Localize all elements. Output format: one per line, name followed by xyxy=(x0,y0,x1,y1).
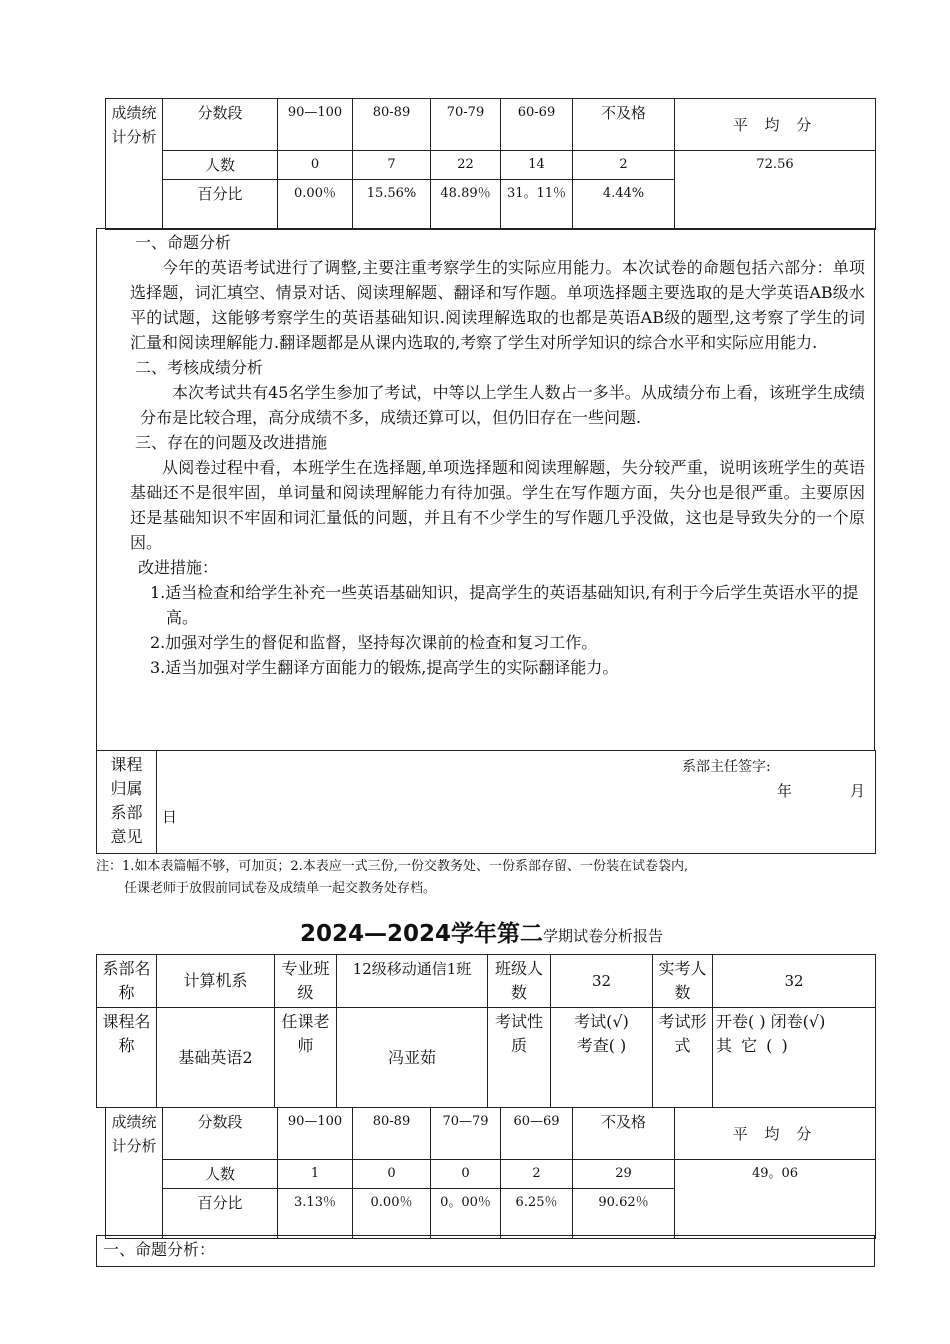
count-cell: 2 xyxy=(501,1160,573,1189)
header-score-range: 分数段 xyxy=(163,1108,278,1160)
paragraph: 从阅卷过程中看，本班学生在选择题,单项选择题和阅读理解题，失分较严重，说明该班学生的英语基础还不是很牢固，单词量和阅读理解能力有待加强。学生在写作题方面，失分也是很严重。主要原因还是基础知识不牢固和词汇量低的问题，并且有不少学生的写作题几乎没做，这也是导致失分的一个原因。 xyxy=(130,458,865,552)
title-sub: 学期试卷分析报告 xyxy=(543,927,664,945)
count-cell: 0 xyxy=(353,1160,431,1189)
pct-cell: 31。11％ xyxy=(501,180,573,230)
pct-cell: 0.00％ xyxy=(278,180,353,230)
dept-value: 计算机系 xyxy=(157,955,275,1008)
measure-item: 2.加强对学生的督促和监督，坚持每次课前的检查和复习工作。 xyxy=(150,633,598,652)
avg-value: 49。06 xyxy=(675,1160,876,1239)
count-cell: 22 xyxy=(431,151,501,180)
pct-cell: 0.00％ xyxy=(353,1189,431,1239)
teacher-value: 冯亚茹 xyxy=(337,1008,488,1108)
dept-label: 系部名称 xyxy=(97,955,157,1008)
pct-cell: 48.89％ xyxy=(431,180,501,230)
count-cell: 2 xyxy=(573,151,675,180)
section-heading: 二、考核成绩分析 xyxy=(135,358,264,377)
title-main: 2024—2024学年第二 xyxy=(300,921,544,947)
avg-value: 72.56 xyxy=(675,151,876,230)
note-line: 任课老师于放假前同试卷及成绩单一起交教务处存档。 xyxy=(124,881,437,896)
paragraph: 本次考试共有45名学生参加了考试，中等以上学生人数占一多半。从成绩分布上看，该班学生成绩分布是比较合理，高分成绩不多，成绩还算可以，但仍旧存在一些问题. xyxy=(140,383,865,427)
header-60-69: 60—69 xyxy=(501,1108,573,1160)
class-count-value: 32 xyxy=(551,955,653,1008)
pct-cell: 15.56% xyxy=(353,180,431,230)
teacher-label: 任课老师 xyxy=(275,1008,337,1108)
count-cell: 29 xyxy=(573,1160,675,1189)
pct-cell: 3.13％ xyxy=(278,1189,353,1239)
director-sign: 系部主任签字: xyxy=(682,759,771,775)
report-title xyxy=(300,915,663,948)
nature-options xyxy=(551,1008,653,1108)
header-90-100: 90—100 xyxy=(278,99,353,151)
top-stats-table xyxy=(105,98,876,230)
opinion-label: 课程归属系部意见 xyxy=(97,751,157,854)
course-label: 课程名称 xyxy=(97,1008,157,1108)
header-fail: 不及格 xyxy=(573,99,675,151)
opinion-content xyxy=(157,751,876,854)
form-open-closed: 开卷( ) 闭卷(√) xyxy=(716,1012,826,1031)
count-cell: 0 xyxy=(431,1160,501,1189)
header-60-69: 60-69 xyxy=(501,99,573,151)
header-70-79: 70—79 xyxy=(431,1108,501,1160)
major-value: 12级移动通信1班 xyxy=(337,955,488,1008)
pct-cell: 90.62％ xyxy=(573,1189,675,1239)
day-label: 日 xyxy=(162,808,178,826)
measure-item: 1.适当检查和给学生补充一些英语基础知识，提高学生的英语基础知识,有利于今后学生英语水平的提高。 xyxy=(150,583,859,627)
section-heading: 一、命题分析 xyxy=(135,233,232,252)
header-70-79: 70-79 xyxy=(431,99,501,151)
major-label: 专业班级 xyxy=(275,955,337,1008)
form-other: 其 它 ( ) xyxy=(716,1036,790,1055)
paragraph: 今年的英语考试进行了调整,主要注重考察学生的实际应用能力。本次试卷的命题包括六部分：单项选择题，词汇填空、情景对话、阅读理解题、翻译和写作题。单项选择题主要选取的是大学英语AB级水平的试题，这能够考察学生的英语基础知识.阅读理解选取的也都是英语AB级的题型,这考察了学生的词汇量和阅读理解能力.翻译题都是从课内选取的,考察了学生对所学知识的综合水平和实际应用能力. xyxy=(130,258,865,352)
pct-cell: 0。00％ xyxy=(431,1189,501,1239)
month-label: 月 xyxy=(850,782,866,800)
exam-count-value: 32 xyxy=(713,955,876,1008)
form-options xyxy=(713,1008,876,1108)
avg-label: 平 均 分 xyxy=(675,99,876,151)
stats-label: 成绩统计分析 xyxy=(106,1108,163,1239)
nature-exam: 考试(√) xyxy=(574,1012,629,1031)
count-cell: 7 xyxy=(353,151,431,180)
analysis-content xyxy=(130,230,865,680)
header-80-89: 80-89 xyxy=(353,99,431,151)
count-cell: 1 xyxy=(278,1160,353,1189)
form-label: 考试形式 xyxy=(653,1008,713,1108)
pct-label: 百分比 xyxy=(163,1189,278,1239)
stats-label: 成绩统计分析 xyxy=(106,99,163,230)
header-fail: 不及格 xyxy=(573,1108,675,1160)
pct-cell: 4.44% xyxy=(573,180,675,230)
bottom-section-heading: 一、命题分析： xyxy=(103,1240,216,1259)
course-value: 基础英语2 xyxy=(157,1008,275,1108)
nature-label: 考试性质 xyxy=(488,1008,551,1108)
note-line: 注：1.如本表篇幅不够，可加页；2.本表应一式三份,一份交教务处、一份系部存留、一份装在试卷袋内, xyxy=(96,859,689,874)
measure-item: 3.适当加强对学生翻译方面能力的锻炼,提高学生的实际翻译能力。 xyxy=(150,658,619,677)
measures-title: 改进措施： xyxy=(138,558,219,577)
count-cell: 0 xyxy=(278,151,353,180)
header-90-100: 90—100 xyxy=(278,1108,353,1160)
count-cell: 14 xyxy=(501,151,573,180)
class-count-label: 班级人数 xyxy=(488,955,551,1008)
nature-check: 考查( ) xyxy=(576,1036,627,1055)
count-label: 人数 xyxy=(163,151,278,180)
avg-label: 平 均 分 xyxy=(675,1108,876,1160)
opinion-table xyxy=(96,750,876,854)
exam-count-label: 实考人数 xyxy=(653,955,713,1008)
pct-cell: 6.25％ xyxy=(501,1189,573,1239)
count-label: 人数 xyxy=(163,1160,278,1189)
section-heading: 三、存在的问题及改进措施 xyxy=(135,433,328,452)
footnote xyxy=(96,856,886,900)
year-label: 年 xyxy=(777,782,793,800)
header-score-range: 分数段 xyxy=(163,99,278,151)
header-80-89: 80-89 xyxy=(353,1108,431,1160)
bottom-stats-table xyxy=(105,1107,876,1239)
info-table xyxy=(96,954,876,1108)
pct-label: 百分比 xyxy=(163,180,278,230)
